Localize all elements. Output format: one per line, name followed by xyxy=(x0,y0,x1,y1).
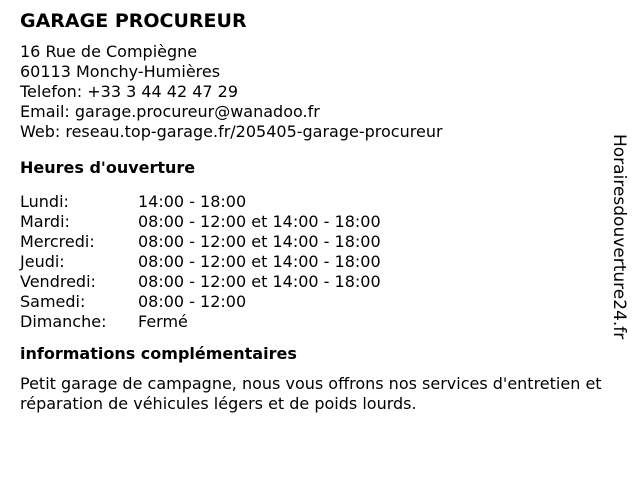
hours-row-mardi xyxy=(20,212,605,232)
hours-row-jeudi xyxy=(20,252,605,272)
email-address[interactable]: Email: garage.procureur@wanadoo.fr xyxy=(20,102,320,121)
hours-time-value: 08:00 - 12:00 et 14:00 - 18:00 xyxy=(138,252,381,271)
hours-row-mercredi xyxy=(20,232,605,252)
website-url[interactable]: Web: reseau.top-garage.fr/205405-garage-procureur xyxy=(20,122,443,141)
hours-day-label: Vendredi: xyxy=(20,272,96,291)
hours-day-label: Samedi: xyxy=(20,292,86,311)
opening-hours-heading: Heures d'ouverture xyxy=(20,158,196,177)
hours-time-value: 14:00 - 18:00 xyxy=(138,192,247,211)
hours-day-label: Jeudi: xyxy=(20,252,65,271)
hours-time-value: 08:00 - 12:00 et 14:00 - 18:00 xyxy=(138,272,381,291)
hours-time-value: 08:00 - 12:00 et 14:00 - 18:00 xyxy=(138,232,381,251)
business-name: GARAGE PROCUREUR xyxy=(20,10,247,32)
phone-number[interactable]: Telefon: +33 3 44 42 47 29 xyxy=(20,82,239,101)
site-watermark: Horairesdouverture24.fr xyxy=(609,134,629,340)
hours-row-dimanche xyxy=(20,312,605,332)
hours-time-value: Fermé xyxy=(138,312,188,331)
hours-time-value: 08:00 - 12:00 et 14:00 - 18:00 xyxy=(138,212,381,231)
hours-day-label: Dimanche: xyxy=(20,312,107,331)
hours-row-samedi xyxy=(20,292,605,312)
hours-day-label: Mardi: xyxy=(20,212,70,231)
additional-info-text: Petit garage de campagne, nous vous offrons nos services d'entretien et réparation de véhicules légers et de poids lourds. xyxy=(20,374,602,413)
hours-time-value: 08:00 - 12:00 xyxy=(138,292,247,311)
address-city: 60113 Monchy-Humières xyxy=(20,62,221,81)
hours-row-vendredi xyxy=(20,272,605,292)
hours-day-label: Lundi: xyxy=(20,192,69,211)
hours-row-lundi xyxy=(20,192,605,212)
address-street: 16 Rue de Compiègne xyxy=(20,42,198,61)
hours-day-label: Mercredi: xyxy=(20,232,95,251)
contact-details xyxy=(20,42,605,142)
garage-info-card xyxy=(20,8,605,414)
opening-hours-table xyxy=(20,192,605,332)
additional-info-heading: informations complémentaires xyxy=(20,344,297,363)
